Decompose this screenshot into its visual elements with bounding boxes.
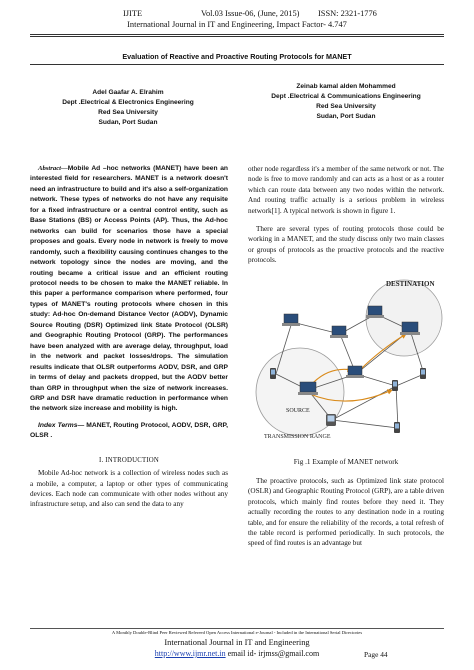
page-header xyxy=(0,9,474,30)
source-laptop-icon xyxy=(298,382,318,395)
laptop-icon xyxy=(282,314,300,326)
journal-line: International Journal in IT and Engineering, Impact Factor- 4.747 xyxy=(127,20,347,29)
footer-journal: International Journal in IT and Engineering xyxy=(164,638,310,647)
page-number: Page 44 xyxy=(364,650,388,659)
index-terms-label: Index Terms— xyxy=(38,421,85,429)
paper-title: Evaluation of Reactive and Proactive Routing Protocols for MANET xyxy=(122,52,352,61)
author-university: Red Sea University xyxy=(98,109,158,116)
index-terms xyxy=(30,421,228,442)
journal-short: IJITE xyxy=(123,9,143,18)
phone-icon xyxy=(392,380,398,391)
title-rule xyxy=(30,64,444,65)
intro-paragraph: Mobile Ad-hoc network is a collection of wireless nodes such as a mobile, a computer, a laptop or other types of communicating devices. Each node can communicate with other nodes without any infrastructure setup, and also can send the data to any xyxy=(30,469,228,509)
source-label: SOURCE xyxy=(286,408,310,414)
laptop-icon xyxy=(330,326,348,338)
header-rule xyxy=(30,34,444,35)
right-column-bottom xyxy=(248,476,444,549)
author-dept: Dept .Electrical & Communications Engineering xyxy=(271,93,421,100)
author-name: Zeinab kamal alden Mohammed xyxy=(296,83,396,90)
author-block-2 xyxy=(248,82,444,122)
body-paragraph: The proactive protocols, such as Optimized link state protocol (OSLR) and Geographic Routing Protocol (GRP), are a table driven protocols, which mainly find routes before they need it. They actually recording the routes to any destination node in a routing table, and for ensure the reliability of the records, a total refresh of the table record is performed periodically. In such protocols, the speed of find routes is an advantage but xyxy=(248,477,444,548)
figure-caption: Fig .1 Example of MANET network xyxy=(293,458,399,466)
destination-label: DESTINATION xyxy=(386,280,435,288)
phone-icon xyxy=(270,368,276,379)
author-university: Red Sea University xyxy=(316,103,376,110)
transmission-range-label: TRANSMISSION RANGE xyxy=(264,434,331,440)
destination-laptop-icon xyxy=(400,322,420,335)
section-heading-introduction: I. INTRODUCTION xyxy=(98,456,159,464)
laptop-icon xyxy=(366,306,384,318)
abstract-label: Abstract— xyxy=(38,165,68,172)
manet-network-figure xyxy=(248,270,444,450)
left-column xyxy=(30,164,228,510)
right-column-top xyxy=(248,164,444,266)
footer-note: A Monthly Double-Blind Peer Reviewed Refereed Open Access International e-Journal - Included in the International Serial Directories xyxy=(111,630,363,635)
author-city: Sudan, Port Sudan xyxy=(98,119,158,126)
footer-contact xyxy=(0,649,474,661)
laptop-icon xyxy=(346,366,364,378)
phone-icon xyxy=(394,422,400,433)
header-row xyxy=(0,9,474,20)
index-terms-text: MANET, Routing Protocol, AODV, DSR, GRP, OLSR . xyxy=(30,421,228,440)
footer-rule xyxy=(30,628,444,629)
header-rule-2 xyxy=(30,36,444,37)
abstract xyxy=(30,164,228,415)
footer-email: email id- irjmss@gmail.com xyxy=(225,649,320,658)
author-name: Adel Gaafar A. Elrahim xyxy=(92,89,164,96)
body-paragraph: other node regardless it's a member of the same network or not. The node is free to move randomly and can acts as a host or as a router which can route data between any two nodes within the network. And routing traffic actually is a serious problem in wireless network[1]. A typical network is shown in figure 1. xyxy=(248,165,444,215)
body-paragraph: There are several types of routing protocols those could be working in a MANET, and the study discuss only two main classes or groups of protocols as the proactive protocols and the reactive protocols. xyxy=(248,225,444,265)
volume-issue: Vol.03 Issue-06, (June, 2015) xyxy=(201,9,300,18)
author-city: Sudan, Port Sudan xyxy=(316,113,376,120)
issn: ISSN: 2321-1776 xyxy=(318,9,377,18)
author-dept: Dept .Electrical & Electronics Engineering xyxy=(62,99,194,106)
pda-icon xyxy=(326,414,336,426)
phone-icon xyxy=(420,368,426,379)
author-block-1 xyxy=(30,88,226,128)
journal-url-link[interactable]: http://www.ijmr.net.in xyxy=(154,649,226,658)
abstract-text: Mobile Ad –hoc networks (MANET) have been an interested field for researchers. MANET is a network doesn't need an infrastructure to build and it's also a self-organization network. These types of networks do not have any requisite for a fixed infrastructure or a central control entity, such as Base Stations (BS) or Access Points (AP). Thus, the Ad-hoc networks can build for scenarios those have a special proposes and goals. Every node in network is freely to move randomly, such a flexibility causing continues changes to the network topology since the nodes are moving, and the routing became a critical issue and an efficient routing protocol needs to be chosen to make the MANET reliable. In this paper a performance comparison where performed, four types of MANET's routing protocols where chosen in this study: Ad-hoc On-demand Distance Vector (AODV), Dynamic Source Routing (DSR) Optimized link State Protocol (OLSR) and Geographic Routing Protocol (GRP). The performances have been analyzed with are average delay, throughput, load in the network and packet losses/drops. The simulation results indicate that OLSR outperforms AODV, DSR, and GRP in terms of delay and packets dropped, but the AODV better than GRP in throughput when the size of network increases. GRP and DSR have dramatic reduction in performance when the network size increase and mobility is high. xyxy=(30,165,228,413)
